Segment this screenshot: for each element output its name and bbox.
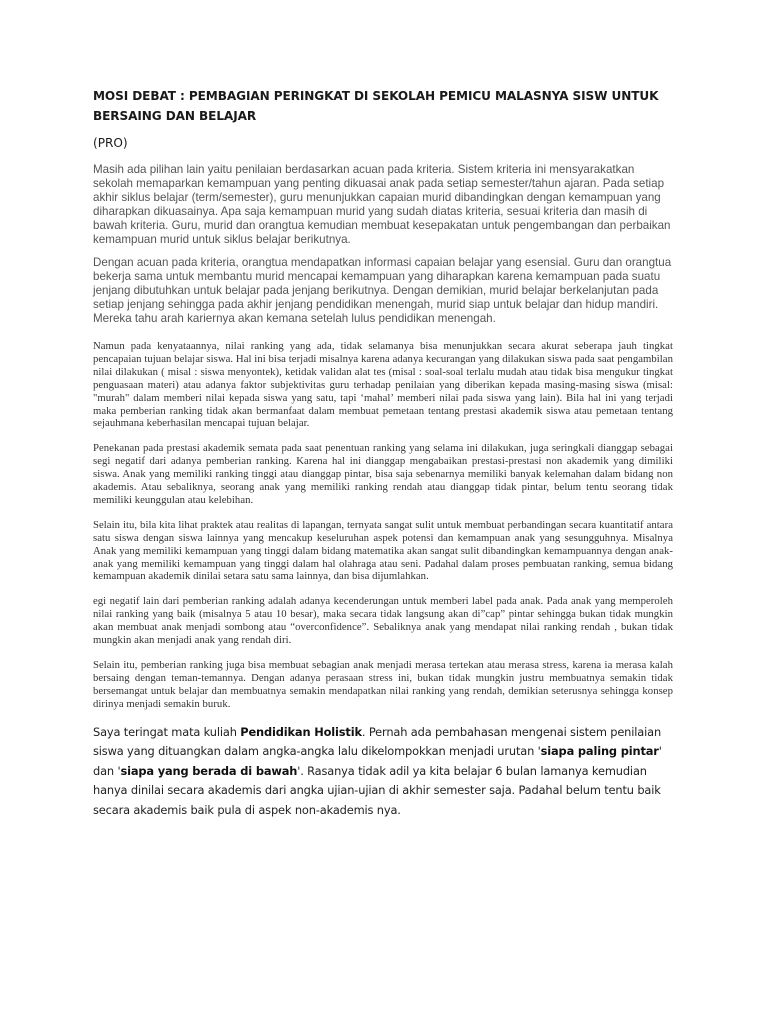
closing-bold-course: Pendidikan Holistik: [240, 724, 362, 739]
paragraph-stress: Selain itu, pemberian ranking juga bisa membuat sebagian anak menjadi merasa tertekan atau merasa stress, karena ia merasa kalah bersaing dengan teman-temannya. Dengan adanya perasaan stress ini, bukan tidak mungkin justru membuatnya semakin tidak bersemangat untuk belajar dan membuatnya semakin mendapatkan nilai ranking yang rendah, demikian seterusnya sehingga konsep dirinya menjadi semakin buruk.: [93, 659, 673, 710]
closing-bold-smartest: siapa paling pintar: [540, 744, 659, 759]
paragraph-emphasis: Penekanan pada prestasi akademik semata pada saat penentuan ranking yang selama ini dilakukan, juga seringkali dianggap sebagai segi negatif dari adanya pemberian ranking. Karena hal ini dianggap mengabaikan prestasi-prestasi non akademik yang dimiliki siswa. Anak yang memiliki ranking tinggi atau dianggap pintar, bisa saja sebenarnya memiliki banyak kelemahan dalam bidang non akademis. Atau sebaliknya, seorang anak yang memiliki ranking rendah atau dianggap tidak pintar, belum tentu seorang tidak memiliki keunggulan atau kelebihan.: [93, 442, 673, 506]
closing-text-2: . Pernah ada pembahasan mengenai sistem penilaian siswa yang dituangkan dalam angka-angka lalu dikelompokkan menjadi urutan ': [93, 724, 662, 759]
paragraph-labeling: egi negatif lain dari pemberian ranking adalah adanya kecenderungan untuk memberi label pada anak. Pada anak yang memperoleh nilai ranking yang baik (misalnya 5 atau 10 besar), maka secara tidak langsung akan di”cap” pintar sehingga bukan tidak mungkin akan membuat anak menjadi sombong atau “overconfidence”. Sebaliknya anak yang mendapat nilai ranking rendah , bukan tidak mungkin akan menjadi anak yang rendah diri.: [93, 595, 673, 647]
paragraph-criteria: Masih ada pilihan lain yaitu penilaian berdasarkan acuan pada kriteria. Sistem kriteria ini mensyarakatkan sekolah memaparkan kemampuan yang penting dikuasai anak pada setiap semester/tahun ajaran. Pada setiap akhir siklus belajar (term/semester), guru menunjukkan capaian murid dibandingkan dengan kemampuan yang diharapkan dikuasainya. Apa saja kemampuan murid yang sudah diatas kriteria, sesuai kriteria dan masih di bawah kriteria. Guru, murid dan orangtua kemudian membuat kesepakatan untuk pengembangan dan perbaikan kemampuan murid untuk siklus belajar berikutnya.: [93, 163, 671, 246]
closing-text-1: Saya teringat mata kuliah: [93, 724, 241, 739]
document-body: [93, 86, 673, 821]
document-title: MOSI DEBAT : PEMBAGIAN PERINGKAT DI SEKOLAH PEMICU MALASNYA SISW UNTUK BERSAING DAN BELAJAR: [93, 89, 659, 123]
closing-text-4: '. Rasanya tidak adil ya kita belajar 6 bulan lamanya kemudian hanya dinilai secara akademis dari angka ujian-ujian di akhir semester saja. Padahal belum tentu baik secara akademis baik pula di aspek non-akademis nya.: [93, 763, 661, 817]
paragraph-practice: Selain itu, bila kita lihat praktek atau realitas di lapangan, ternyata sangat sulit untuk membuat perbandingan secara kuantitatif antara satu siswa dengan siswa lainnya yang mencakup keseluruhan aspek potensi dan kemampuan anak yang sesungguhnya. Misalnya Anak yang memiliki kemampuan yang tinggi dalam bidang matematika akan sangat sulit dibandingkan kemampuannya dengan anak-anak yang memiliki kemampuan yang tinggi dalam hal olahraga atau seni. Padahal dalam proses pembuatan ranking, semua bidang kemampuan akademik dinilai setara satu sama lainnya, dan bisa dijumlahkan.: [93, 518, 673, 583]
paragraph-reality: Namun pada kenyataannya, nilai ranking yang ada, tidak selamanya bisa menunjukkan secara akurat seberapa jauh tingkat pencapaian tujuan belajar siswa. Hal ini bisa terjadi misalnya karena adanya kecurangan yang dilakukan siswa pada saat pengambilan nilai dilakukan ( misal : siswa menyontek), ketidak validan alat tes (misal : soal-soal terlalu mudah atau tidak bisa mengukur tingkat penguasaan materi) atau adanya faktor subjektivitas guru terhadap penilaian yang diberikan kepada masing-masing siswa (misal: "murah" dalam memberi nilai kepada siswa yang satu, tapi ‘mahal’ memberi nilai pada siswa yang lain). Bila hal ini yang terjadi maka pemberian ranking tidak akan bermanfaat dalam membuat pemetaan tentang prestasi akademik siswa atau pemetaan tentang sejauhmana keberhasilan mencapai tujuan belajar.: [93, 339, 673, 430]
closing-bold-bottom: siapa yang berada di bawah: [120, 763, 298, 778]
paragraph-parents: Dengan acuan pada kriteria, orangtua mendapatkan informasi capaian belajar yang esensial. Guru dan orangtua bekerja sama untuk membantu murid mencapai kemampuan yang diharapkan karena kemampuan pada suatu jenjang dibutuhkan untuk belajar pada jenjang berikutnya. Dengan demikian, murid belajar berkelanjutan pada setiap jenjang sehingga pada akhir jenjang pendidikan menengah, murid siap untuk belajar dan hidup mandiri. Mereka tahu arah kariernya akan kemana setelah lulus pendidikan menengah.: [93, 256, 672, 326]
stance-label: (PRO): [93, 136, 128, 150]
closing-text-3: ' dan ': [93, 744, 662, 778]
paragraph-closing: [93, 723, 673, 821]
